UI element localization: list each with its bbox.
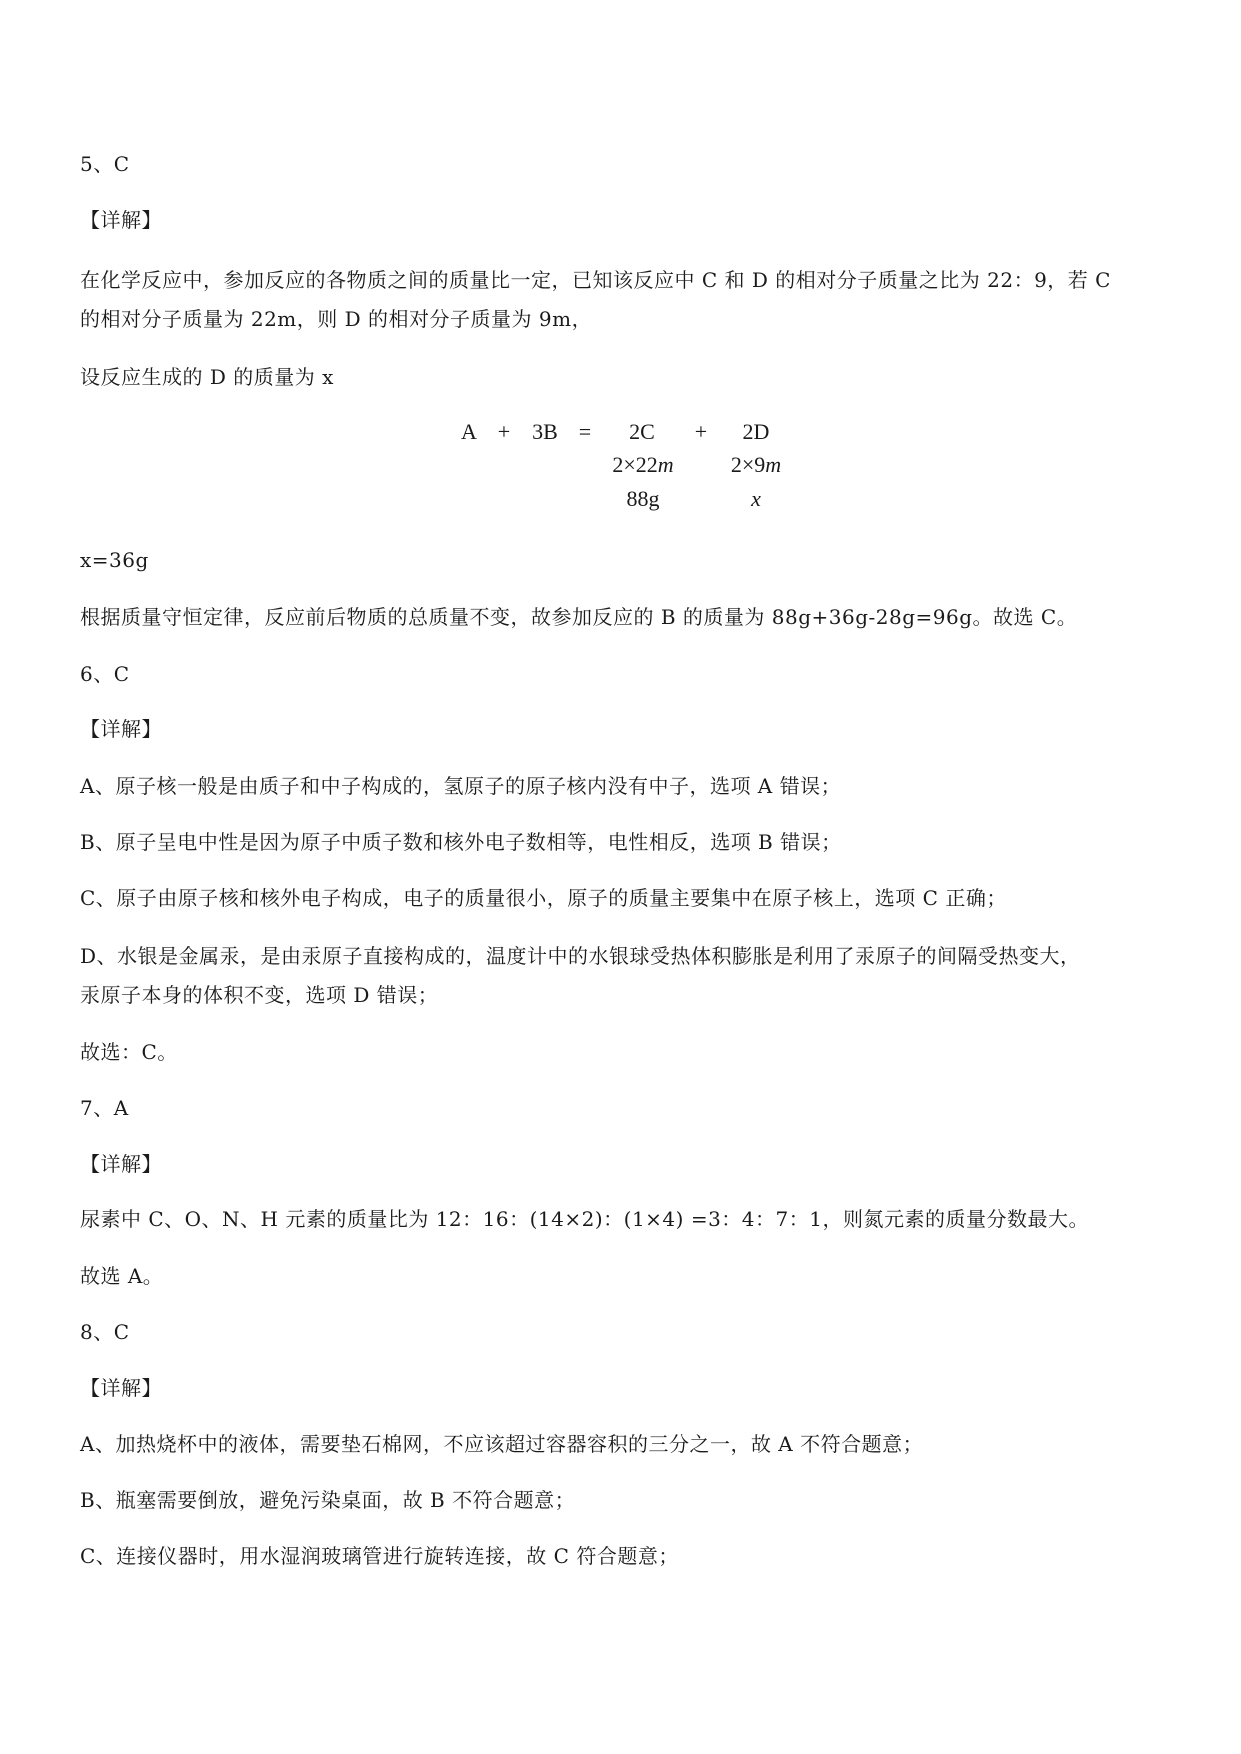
q6-option-b: B、原子呈电中性是因为原子中质子数和核外电子数相等，电性相反，选项 B 错误； (80, 830, 842, 854)
q5-paragraph-line1: 在化学反应中，参加反应的各物质之间的质量比一定，已知该反应中 C 和 D 的相对分子质量之比为 22：9，若 C (80, 268, 1111, 292)
eq-d-relative-mass: 2×9m (730, 452, 782, 477)
eq-plus-2: + (694, 419, 708, 444)
q8-option-c: C、连接仪器时，用水湿润玻璃管进行旋转连接，故 C 符合题意； (80, 1544, 679, 1568)
eq-product-d: 2D (742, 419, 770, 444)
q5-detail-label: 【详解】 (80, 208, 162, 232)
q5-paragraph-line2: 的相对分子质量为 22m，则 D 的相对分子质量为 9m， (80, 307, 593, 331)
q7-answer: 7、A (80, 1096, 129, 1120)
q6-answer: 6、C (80, 662, 130, 686)
q5-answer: 5、C (80, 152, 130, 176)
q6-option-c: C、原子由原子核和核外电子构成，电子的质量很小，原子的质量主要集中在原子核上，选项 C 正确； (80, 886, 1007, 910)
q5-conclusion: 根据质量守恒定律，反应前后物质的总质量不变，故参加反应的 B 的质量为 88g+36g-28g=96g。故选 C。 (80, 605, 1078, 629)
q5-setup: 设反应生成的 D 的质量为 x (80, 365, 334, 389)
q6-detail-label: 【详解】 (80, 717, 162, 741)
eq-d-actual-mass: x (751, 486, 761, 511)
q6-conclusion: 故选：C。 (80, 1040, 178, 1064)
q8-answer: 8、C (80, 1320, 130, 1344)
q8-option-b: B、瓶塞需要倒放，避免污染桌面，故 B 不符合题意； (80, 1488, 576, 1512)
q7-detail-label: 【详解】 (80, 1152, 162, 1176)
q5-result: x=36g (80, 548, 149, 572)
eq-c-relative-mass: 2×22m (612, 452, 674, 477)
q6-option-d-line1: D、水银是金属汞，是由汞原子直接构成的，温度计中的水银球受热体积膨胀是利用了汞原子的间隔受热变大， (80, 944, 1081, 968)
eq-equals: = (578, 419, 592, 444)
q6-option-d-line2: 汞原子本身的体积不变，选项 D 错误； (80, 983, 439, 1007)
eq-plus-1: + (497, 419, 511, 444)
q6-option-a: A、原子核一般是由质子和中子构成的，氢原子的原子核内没有中子，选项 A 错误； (80, 774, 842, 798)
eq-reactant-b: 3B (532, 419, 558, 444)
eq-c-actual-mass: 88g (626, 486, 660, 511)
q7-conclusion: 故选 A。 (80, 1264, 164, 1288)
eq-reactant-a: A (461, 419, 477, 444)
q7-paragraph: 尿素中 C、O、N、H 元素的质量比为 12：16：(14×2)：(1×4) =3：4：7：1，则氮元素的质量分数最大。 (80, 1207, 1089, 1231)
q8-detail-label: 【详解】 (80, 1376, 162, 1400)
q8-option-a: A、加热烧杯中的液体，需要垫石棉网，不应该超过容器容积的三分之一，故 A 不符合题意； (80, 1432, 924, 1456)
eq-product-c: 2C (629, 419, 655, 444)
